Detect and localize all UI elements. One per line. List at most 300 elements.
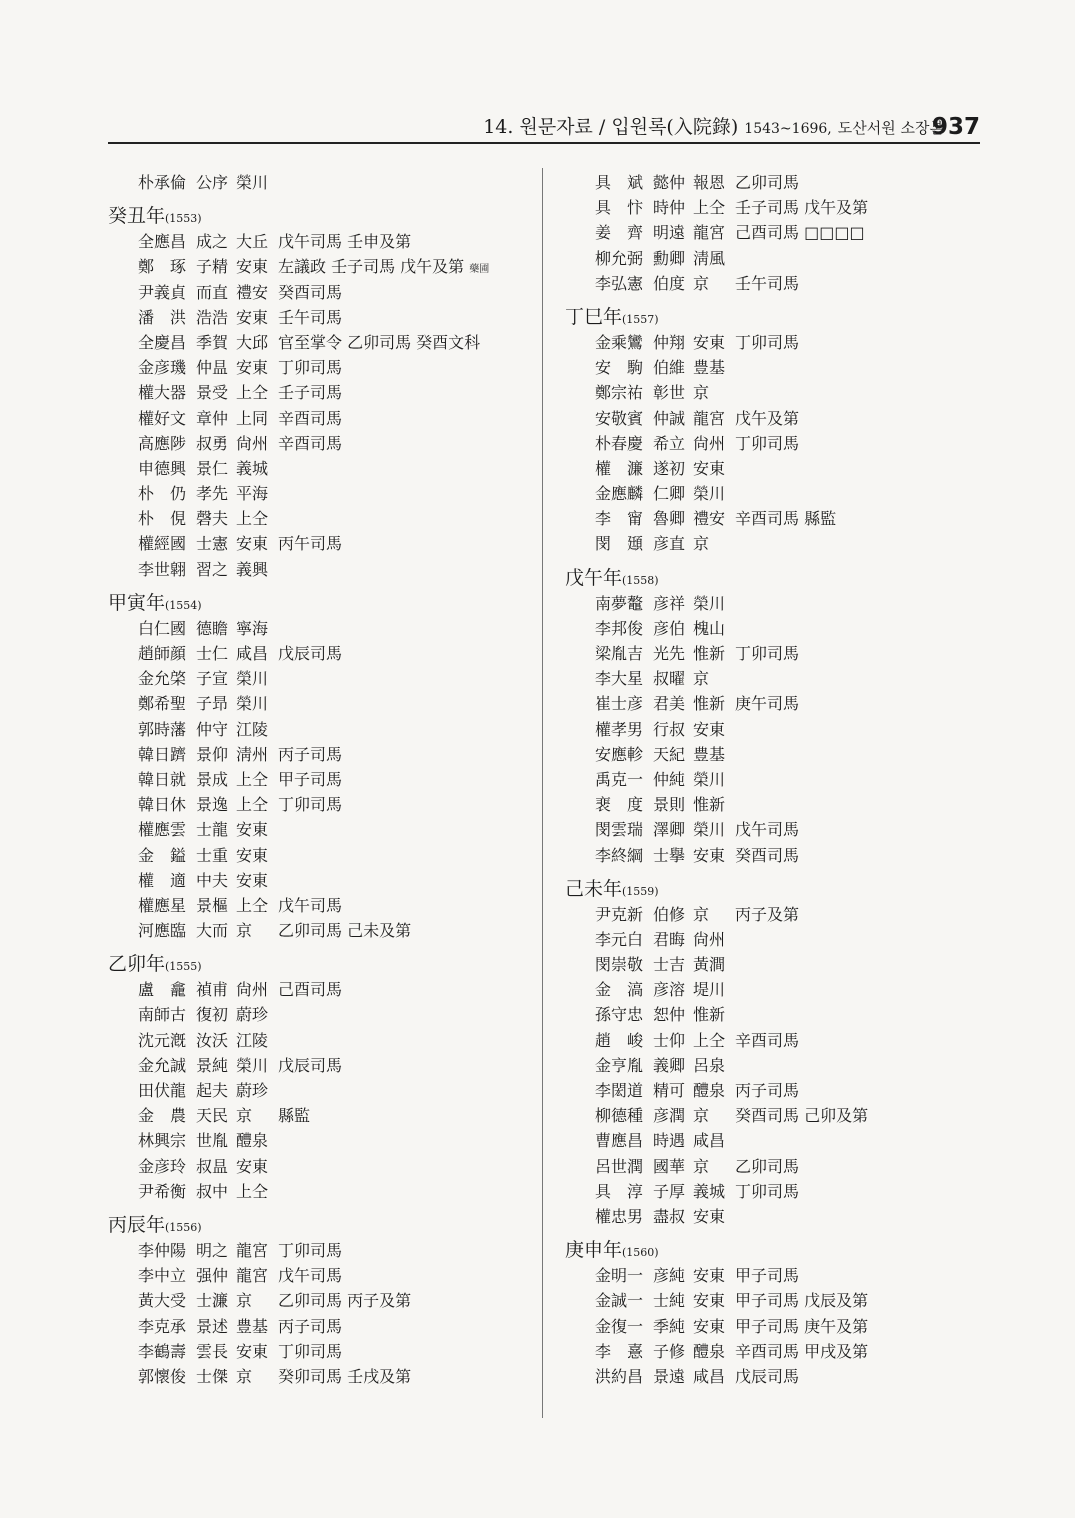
year-heading xyxy=(108,590,538,616)
register-entry xyxy=(108,431,538,456)
entry-name: 朴 俔 xyxy=(138,509,187,529)
entry-notes: 甲子司馬 庚午及第 xyxy=(735,1316,869,1336)
entry-name: 金彦玲 xyxy=(138,1156,187,1176)
entry-name: 李 憙 xyxy=(595,1341,644,1361)
entry-hometown: 大邱 xyxy=(236,332,269,352)
entry-hometown: 惟新 xyxy=(693,1005,726,1025)
year-heading xyxy=(108,203,538,229)
entry-courtesy-name: 彦純 xyxy=(653,1266,686,1286)
entry-hometown: 尙州 xyxy=(236,980,269,1000)
entry-courtesy-name: 景逸 xyxy=(196,795,229,815)
entry-name: 權應星 xyxy=(138,895,187,915)
entry-courtesy-name: 伯修 xyxy=(653,904,686,924)
entry-hometown: 安東 xyxy=(693,458,726,478)
entry-name: 韓日就 xyxy=(138,769,187,789)
entry-hometown: 豊基 xyxy=(693,744,726,764)
entry-notes: 乙卯司馬 xyxy=(735,1156,800,1176)
entry-courtesy-name: 孝先 xyxy=(196,484,229,504)
entry-courtesy-name: 士仰 xyxy=(653,1030,686,1050)
entry-notes: 癸酉司馬 xyxy=(735,845,800,865)
entry-name: 金應麟 xyxy=(595,484,644,504)
entry-notes: 己酉司馬 □□□□ xyxy=(735,223,865,243)
register-entry xyxy=(108,767,538,792)
year-number: (1558) xyxy=(622,573,659,587)
entry-hometown: 龍宮 xyxy=(693,223,726,243)
entry-notes: 乙卯司馬 xyxy=(735,173,800,192)
entry-notes: 丁卯司馬 xyxy=(278,795,343,815)
entry-courtesy-name: 彦直 xyxy=(653,534,686,554)
entry-name: 具 忭 xyxy=(595,198,644,218)
entry-name: 李世翶 xyxy=(138,559,187,579)
entry-hometown: 義興 xyxy=(236,559,269,579)
entry-hometown: 上仝 xyxy=(236,383,269,403)
entry-notes: 左議政 壬子司馬 戊午及第 xyxy=(278,257,465,277)
entry-courtesy-name: 仲翔 xyxy=(653,332,686,352)
register-entry xyxy=(108,557,538,582)
entry-notes: 辛酉司馬 xyxy=(735,1030,800,1050)
entry-courtesy-name: 而直 xyxy=(196,282,229,302)
entry-name: 尹義貞 xyxy=(138,282,187,302)
entry-courtesy-name: 希立 xyxy=(653,433,686,453)
entry-hometown: 安東 xyxy=(236,845,269,865)
register-entry xyxy=(108,691,538,716)
register-entry xyxy=(565,220,995,245)
entry-name: 韓日躋 xyxy=(138,744,187,764)
entry-name: 具 斌 xyxy=(595,173,644,192)
entry-courtesy-name: 彰世 xyxy=(653,383,686,403)
entry-name: 金允棨 xyxy=(138,669,187,689)
entry-courtesy-name: 禎甫 xyxy=(196,980,229,1000)
register-entry xyxy=(108,1002,538,1027)
entry-name: 閔 頲 xyxy=(595,534,644,554)
entry-courtesy-name: 叔中 xyxy=(196,1181,229,1201)
entry-hometown: 醴泉 xyxy=(693,1341,726,1361)
register-entry xyxy=(565,952,995,977)
year-number: (1559) xyxy=(622,884,659,898)
register-entry xyxy=(108,1154,538,1179)
entry-notes: 戊午司馬 壬申及第 xyxy=(278,232,412,252)
year-label: 乙卯年 xyxy=(108,953,166,976)
entry-name: 李閎道 xyxy=(595,1081,644,1100)
entry-name: 李終綱 xyxy=(595,845,644,865)
register-entry xyxy=(108,355,538,380)
entry-notes: 辛酉司馬 xyxy=(278,433,343,453)
entry-hometown: 京 xyxy=(693,669,710,689)
header-title: 14. 원문자료 / 입원록(入院錄) xyxy=(483,116,739,138)
entry-hometown: 榮川 xyxy=(236,173,269,192)
register-entry xyxy=(565,380,995,405)
register-entry xyxy=(108,641,538,666)
entry-hometown: 榮川 xyxy=(236,1055,269,1075)
entry-hometown: 上仝 xyxy=(693,1030,726,1050)
entry-hometown: 咸昌 xyxy=(236,644,269,663)
entry-courtesy-name: 士憲 xyxy=(196,534,229,554)
year-label: 庚申年 xyxy=(565,1239,623,1262)
entry-hometown: 安東 xyxy=(236,257,269,277)
entry-hometown: 尙州 xyxy=(693,433,726,453)
group-spacer xyxy=(108,1204,538,1212)
register-entry xyxy=(565,531,995,556)
entry-hometown: 上同 xyxy=(236,408,269,428)
entry-hometown: 尙州 xyxy=(693,929,726,949)
entry-name: 李 甯 xyxy=(595,509,644,529)
entry-hometown: 江陵 xyxy=(236,1030,269,1050)
entry-hometown: 蔚珍 xyxy=(236,1081,269,1100)
entry-hometown: 上仝 xyxy=(236,1181,269,1201)
entry-courtesy-name: 仲守 xyxy=(196,719,229,739)
entry-name: 盧 龕 xyxy=(138,980,187,1000)
entry-name: 申德興 xyxy=(138,458,187,478)
entry-courtesy-name: 復初 xyxy=(196,1005,229,1025)
entry-courtesy-name: 磬夫 xyxy=(196,509,229,529)
entry-courtesy-name: 懿仲 xyxy=(653,173,686,192)
entry-courtesy-name: 時遇 xyxy=(653,1131,686,1151)
register-entry xyxy=(565,1314,995,1339)
register-entry xyxy=(565,616,995,641)
entry-courtesy-name: 士龍 xyxy=(196,820,229,840)
register-entry xyxy=(565,246,995,271)
entry-notes: 乙卯司馬 丙子及第 xyxy=(278,1291,412,1311)
entry-courtesy-name: 季純 xyxy=(653,1316,686,1336)
entry-hometown: 榮川 xyxy=(236,694,269,714)
entry-hometown: 榮川 xyxy=(693,484,726,504)
entry-courtesy-name: 伯維 xyxy=(653,358,686,378)
entry-notes: 丁卯司馬 xyxy=(278,1240,343,1260)
entry-name: 黃大受 xyxy=(138,1291,187,1311)
entry-courtesy-name: 景純 xyxy=(196,1055,229,1075)
register-entry xyxy=(565,1128,995,1153)
entry-notes: 壬子司馬 戊午及第 xyxy=(735,198,869,218)
entry-name: 林興宗 xyxy=(138,1131,187,1151)
entry-name: 南師古 xyxy=(138,1005,187,1025)
entry-name: 柳允弼 xyxy=(595,248,644,268)
entry-hometown: 上仝 xyxy=(236,795,269,815)
entry-name: 南夢鼇 xyxy=(595,593,644,613)
group-spacer xyxy=(108,582,538,590)
register-entry xyxy=(108,170,538,195)
entry-courtesy-name: 景則 xyxy=(653,795,686,815)
year-number: (1554) xyxy=(165,598,202,612)
entry-name: 金 農 xyxy=(138,1106,187,1126)
entry-name: 柳德種 xyxy=(595,1106,644,1126)
entry-name: 朴 仍 xyxy=(138,484,187,504)
entry-name: 尹希衡 xyxy=(138,1181,187,1201)
register-entry xyxy=(565,817,995,842)
entry-courtesy-name: 天紀 xyxy=(653,744,686,764)
entry-courtesy-name: 公序 xyxy=(196,173,229,192)
entry-hometown: 醴泉 xyxy=(693,1081,726,1100)
entry-notes: 甲子司馬 xyxy=(278,769,343,789)
register-entry xyxy=(108,817,538,842)
entry-courtesy-name: 景仰 xyxy=(196,744,229,764)
entry-name: 權好文 xyxy=(138,408,187,428)
entry-courtesy-name: 盡叔 xyxy=(653,1206,686,1226)
entry-name: 金允誠 xyxy=(138,1055,187,1075)
entry-notes: 甲子司馬 xyxy=(735,1266,800,1286)
column-divider xyxy=(542,168,543,1418)
entry-name: 金乘鸞 xyxy=(595,332,644,352)
entry-courtesy-name: 彦祥 xyxy=(653,593,686,613)
register-entry xyxy=(565,431,995,456)
entry-name: 金彦璣 xyxy=(138,358,187,378)
register-entry xyxy=(565,792,995,817)
entry-notes: 戊午司馬 xyxy=(735,820,800,840)
running-title xyxy=(483,112,944,139)
entry-name: 李邦俊 xyxy=(595,618,644,638)
entry-notes: 戊辰司馬 xyxy=(278,644,343,663)
entry-name: 孫守忠 xyxy=(595,1005,644,1025)
register-entry xyxy=(108,1103,538,1128)
entry-notes: 壬子司馬 xyxy=(278,383,343,403)
entry-hometown: 上仝 xyxy=(236,895,269,915)
entry-courtesy-name: 君美 xyxy=(653,694,686,714)
entry-notes: 辛酉司馬 甲戌及第 xyxy=(735,1341,869,1361)
entry-courtesy-name: 士傑 xyxy=(196,1366,229,1386)
entry-hometown: 上仝 xyxy=(236,509,269,529)
entry-hometown: 上仝 xyxy=(693,198,726,218)
entry-courtesy-name: 行叔 xyxy=(653,719,686,739)
entry-hometown: 榮川 xyxy=(693,593,726,613)
year-label: 甲寅年 xyxy=(108,591,166,614)
entry-name: 李中立 xyxy=(138,1266,187,1286)
entry-courtesy-name: 彦伯 xyxy=(653,618,686,638)
entry-courtesy-name: 仲誠 xyxy=(653,408,686,428)
register-entry xyxy=(108,1078,538,1103)
register-entry xyxy=(108,1314,538,1339)
register-entry xyxy=(108,280,538,305)
entry-courtesy-name: 士純 xyxy=(653,1291,686,1311)
register-entry xyxy=(565,1154,995,1179)
entry-hometown: 京 xyxy=(236,1291,253,1311)
entry-hometown: 堤川 xyxy=(693,980,726,1000)
entry-courtesy-name: 景樞 xyxy=(196,895,229,915)
entry-courtesy-name: 恕仲 xyxy=(653,1005,686,1025)
entry-hometown: 龍宮 xyxy=(236,1240,269,1260)
entry-name: 權大器 xyxy=(138,383,187,403)
entry-courtesy-name: 彦潤 xyxy=(653,1106,686,1126)
entry-hometown: 京 xyxy=(693,1156,710,1176)
entry-notes: 乙卯司馬 己未及第 xyxy=(278,921,412,941)
entry-hometown: 豊基 xyxy=(236,1316,269,1336)
year-number: (1557) xyxy=(622,312,659,326)
year-label: 癸丑年 xyxy=(108,205,166,228)
register-entry xyxy=(565,1204,995,1229)
year-label: 丙辰年 xyxy=(108,1213,166,1236)
register-entry xyxy=(108,406,538,431)
entry-hometown: 京 xyxy=(693,383,710,403)
year-label: 戊午年 xyxy=(565,566,623,589)
entry-name: 曹應昌 xyxy=(595,1131,644,1151)
entry-name: 鄭 琢 xyxy=(138,257,187,277)
register-entry xyxy=(108,742,538,767)
entry-courtesy-name: 仲純 xyxy=(653,769,686,789)
entry-notes: 庚午司馬 xyxy=(735,694,800,714)
entry-hometown: 榮川 xyxy=(693,820,726,840)
entry-name: 河應臨 xyxy=(138,921,187,941)
entry-hometown: 京 xyxy=(236,1366,253,1386)
register-entry xyxy=(565,1103,995,1128)
entry-name: 李克承 xyxy=(138,1316,187,1336)
entry-courtesy-name: 天民 xyxy=(196,1106,229,1126)
register-entry xyxy=(108,717,538,742)
register-entry xyxy=(565,195,995,220)
register-entry xyxy=(108,616,538,641)
entry-hometown: 安東 xyxy=(236,1341,269,1361)
entry-hometown: 安東 xyxy=(693,845,726,865)
register-entry xyxy=(108,254,538,279)
entry-name: 白仁國 xyxy=(138,618,187,638)
register-entry xyxy=(108,380,538,405)
entry-hometown: 惟新 xyxy=(693,644,726,663)
year-number: (1560) xyxy=(622,1246,659,1260)
register-entry xyxy=(565,355,995,380)
register-entry xyxy=(565,1263,995,1288)
register-entry xyxy=(565,1339,995,1364)
entry-name: 權應雲 xyxy=(138,820,187,840)
year-heading xyxy=(565,565,995,591)
entry-name: 具 淳 xyxy=(595,1181,644,1201)
entry-name: 尹克新 xyxy=(595,904,644,924)
entry-notes: 丁卯司馬 xyxy=(735,1181,800,1201)
entry-notes: 丙午司馬 xyxy=(278,534,343,554)
entry-hometown: 豊基 xyxy=(693,358,726,378)
entry-hometown: 尙州 xyxy=(236,433,269,453)
entry-name: 崔士彦 xyxy=(595,694,644,714)
register-entry xyxy=(565,506,995,531)
register-entry xyxy=(565,1078,995,1103)
entry-name: 沈元漑 xyxy=(138,1030,187,1050)
entry-notes: 壬午司馬 xyxy=(735,273,800,293)
register-entry xyxy=(108,456,538,481)
entry-name: 閔崇敬 xyxy=(595,955,644,975)
entry-name: 權孝男 xyxy=(595,719,644,739)
entry-name: 金復一 xyxy=(595,1316,644,1336)
register-entry xyxy=(565,406,995,431)
entry-courtesy-name: 君晦 xyxy=(653,929,686,949)
register-entry xyxy=(108,481,538,506)
register-entry xyxy=(565,1179,995,1204)
year-number: (1553) xyxy=(165,212,202,226)
group-spacer xyxy=(108,195,538,203)
entry-courtesy-name: 季賀 xyxy=(196,332,229,352)
right-column xyxy=(565,170,995,1389)
entry-name: 朴承倫 xyxy=(138,173,187,192)
register-entry xyxy=(108,977,538,1002)
register-entry xyxy=(565,271,995,296)
entry-courtesy-name: 景受 xyxy=(196,383,229,403)
entry-hometown: 榮川 xyxy=(693,769,726,789)
entry-hometown: 惟新 xyxy=(693,795,726,815)
entry-notes: 甲子司馬 戊辰及第 xyxy=(735,1291,869,1311)
entry-courtesy-name: 子修 xyxy=(653,1341,686,1361)
entry-notes: 戊午司馬 xyxy=(278,1266,343,1286)
register-entry xyxy=(108,1364,538,1389)
entry-hometown: 京 xyxy=(236,921,253,941)
entry-notes: 辛酉司馬 xyxy=(278,408,343,428)
entry-hometown: 安東 xyxy=(693,1206,726,1226)
entry-courtesy-name: 子厚 xyxy=(653,1181,686,1201)
entry-notes: 癸酉司馬 己卯及第 xyxy=(735,1106,869,1126)
register-entry xyxy=(108,531,538,556)
entry-courtesy-name: 國華 xyxy=(653,1156,686,1176)
entry-notes: 丙子司馬 xyxy=(278,1316,343,1336)
entry-hometown: 義城 xyxy=(693,1181,726,1201)
entry-courtesy-name: 勳卿 xyxy=(653,248,686,268)
entry-courtesy-name: 明遠 xyxy=(653,223,686,243)
register-entry xyxy=(565,481,995,506)
entry-name: 閔雲瑞 xyxy=(595,820,644,840)
entry-courtesy-name: 光先 xyxy=(653,644,686,663)
entry-hometown: 安東 xyxy=(693,1266,726,1286)
year-heading xyxy=(565,1237,995,1263)
year-number: (1555) xyxy=(165,960,202,974)
entry-courtesy-name: 士仁 xyxy=(196,644,229,663)
entry-hometown: 京 xyxy=(236,1106,253,1126)
entry-notes: 丙子司馬 xyxy=(735,1081,800,1100)
register-entry xyxy=(108,1238,538,1263)
entry-courtesy-name: 强仲 xyxy=(196,1266,229,1286)
entry-courtesy-name: 義卿 xyxy=(653,1055,686,1075)
entry-name: 安 駒 xyxy=(595,358,644,378)
entry-notes: 戊辰司馬 xyxy=(278,1055,343,1075)
entry-hometown: 寧海 xyxy=(236,618,269,638)
entry-name: 李弘憲 xyxy=(595,273,644,293)
register-entry xyxy=(565,591,995,616)
group-spacer xyxy=(565,557,995,565)
entry-name: 金明一 xyxy=(595,1266,644,1286)
entry-hometown: 安東 xyxy=(693,1291,726,1311)
entry-name: 李仲陽 xyxy=(138,1240,187,1260)
entry-name: 全應昌 xyxy=(138,232,187,252)
register-entry xyxy=(565,717,995,742)
entry-courtesy-name: 景述 xyxy=(196,1316,229,1336)
entry-hometown: 大丘 xyxy=(236,232,269,252)
entry-name: 李鶴壽 xyxy=(138,1341,187,1361)
register-entry xyxy=(108,918,538,943)
entry-notes: 癸酉司馬 xyxy=(278,282,343,302)
entry-hometown: 上仝 xyxy=(236,769,269,789)
register-entry xyxy=(565,843,995,868)
entry-hometown: 龍宮 xyxy=(693,408,726,428)
register-entry xyxy=(565,330,995,355)
group-spacer xyxy=(565,868,995,876)
entry-courtesy-name: 伯度 xyxy=(653,273,686,293)
entry-hometown: 呂泉 xyxy=(693,1055,726,1075)
register-entry xyxy=(108,1263,538,1288)
entry-name: 權 適 xyxy=(138,870,187,890)
entry-name: 呂世潤 xyxy=(595,1156,644,1176)
entry-courtesy-name: 習之 xyxy=(196,559,229,579)
entry-hometown: 槐山 xyxy=(693,618,726,638)
entry-courtesy-name: 景成 xyxy=(196,769,229,789)
entry-notes: 癸卯司馬 壬戌及第 xyxy=(278,1366,412,1386)
entry-name: 權經國 xyxy=(138,534,187,554)
register-entry xyxy=(565,691,995,716)
entry-notes: 官至掌令 乙卯司馬 癸酉文科 xyxy=(278,332,481,352)
entry-name: 安敬賓 xyxy=(595,408,644,428)
entry-courtesy-name: 景遠 xyxy=(653,1366,686,1386)
entry-courtesy-name: 中夫 xyxy=(196,870,229,890)
register-entry xyxy=(565,1028,995,1053)
entry-name: 鄭宗祐 xyxy=(595,383,644,403)
register-entry xyxy=(108,1288,538,1313)
entry-hometown: 平海 xyxy=(236,484,269,504)
entry-hometown: 安東 xyxy=(236,820,269,840)
register-entry xyxy=(565,977,995,1002)
page-number: 937 xyxy=(931,114,980,140)
entry-hometown: 京 xyxy=(693,273,710,293)
year-label: 丁巳年 xyxy=(565,305,623,328)
